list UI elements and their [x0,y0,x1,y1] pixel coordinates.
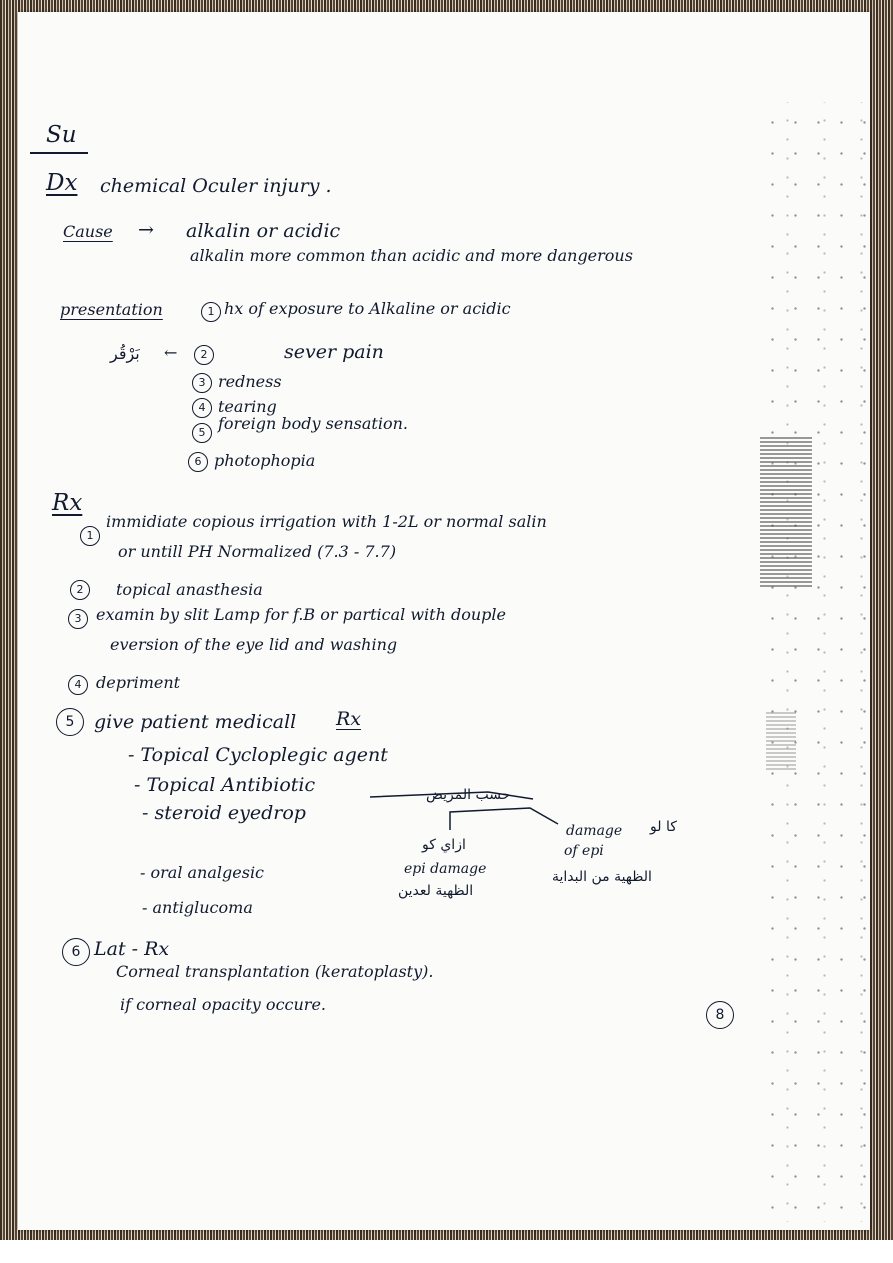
medication-item: - oral analgesic [140,863,265,882]
late-rx-line: if corneal opacity occure. [120,995,326,1014]
presentation-item: photophopia [214,451,316,470]
rx-step-text: immidiate copious irrigation with 1-2L or normal salin [106,512,547,531]
rx-emphasis: Rx [336,708,362,730]
steroid-note-left: ازاي كو [422,837,466,853]
late-rx-line: Corneal transplantation (keratoplasty). [116,962,434,981]
cause-label: Cause [63,222,113,241]
presentation-label: presentation [60,300,163,319]
arrow-icon: ← [164,343,178,362]
arrow-icon: → [138,219,154,241]
presentation-item: hx of exposure to Alkaline or acidic [224,299,511,318]
steroid-note-right: damage [566,823,623,839]
presentation-item: tearing [218,397,277,416]
steroid-note-root: حسب المريض [426,787,511,803]
presentation-num: 3 [192,373,212,393]
medication-item: - steroid eyedrop [142,802,306,824]
rx-step-num: 5 [56,708,84,736]
rx-label: Rx [52,490,83,516]
dx-label: Dx [46,170,78,196]
presentation-num: 5 [192,423,212,443]
steroid-note-right: الظهية من البداية [552,869,652,885]
steroid-note-left: الظهية لعدين [398,883,474,899]
presentation-num: 1 [201,302,221,322]
rx-step-text: examin by slit Lamp for f.B or partical with douple [96,605,506,624]
rx-step-num: 1 [80,526,100,546]
late-rx-label: Lat - Rx [94,938,170,960]
presentation-num: 6 [188,452,208,472]
presentation-item: redness [218,372,282,391]
medication-item: - Topical Cycloplegic agent [128,744,388,766]
presentation-num: 2 [194,345,214,365]
rx-step-text: depriment [96,673,181,692]
presentation-num: 4 [192,398,212,418]
rx-step-text: eversion of the eye lid and washing [110,635,398,654]
dx-title: chemical Oculer injury . [100,175,332,197]
steroid-note-right: of epi [564,843,604,859]
arabic-note: بَرْقُر [110,344,140,363]
cause-line-2: alkalin more common than acidic and more dangerous [190,246,633,265]
rx-step-num: 4 [68,675,88,695]
notebook-page [18,12,870,1230]
page-number: 8 [706,1001,734,1029]
medication-item: - antiglucoma [142,898,253,917]
rx-step-text: topical anasthesia [116,580,263,599]
steroid-note-right: كا لو [650,819,677,835]
cause-line-1: alkalin or acidic [186,220,341,242]
presentation-item: sever pain [284,341,384,363]
page-code: Su [46,122,77,148]
presentation-item: foreign body sensation. [218,414,408,433]
rx-step-num: 6 [62,938,90,966]
bottom-margin [0,1240,893,1263]
rx-step-text: give patient medicall [94,711,297,733]
rx-step-num: 2 [70,580,90,600]
rx-step-num: 3 [68,609,88,629]
medication-item: - Topical Antibiotic [134,774,316,796]
rx-step-text: or untill PH Normalized (7.3 - 7.7) [118,542,397,561]
steroid-note-left: epi damage [404,861,487,877]
steroid-branch-lines [18,12,870,1230]
